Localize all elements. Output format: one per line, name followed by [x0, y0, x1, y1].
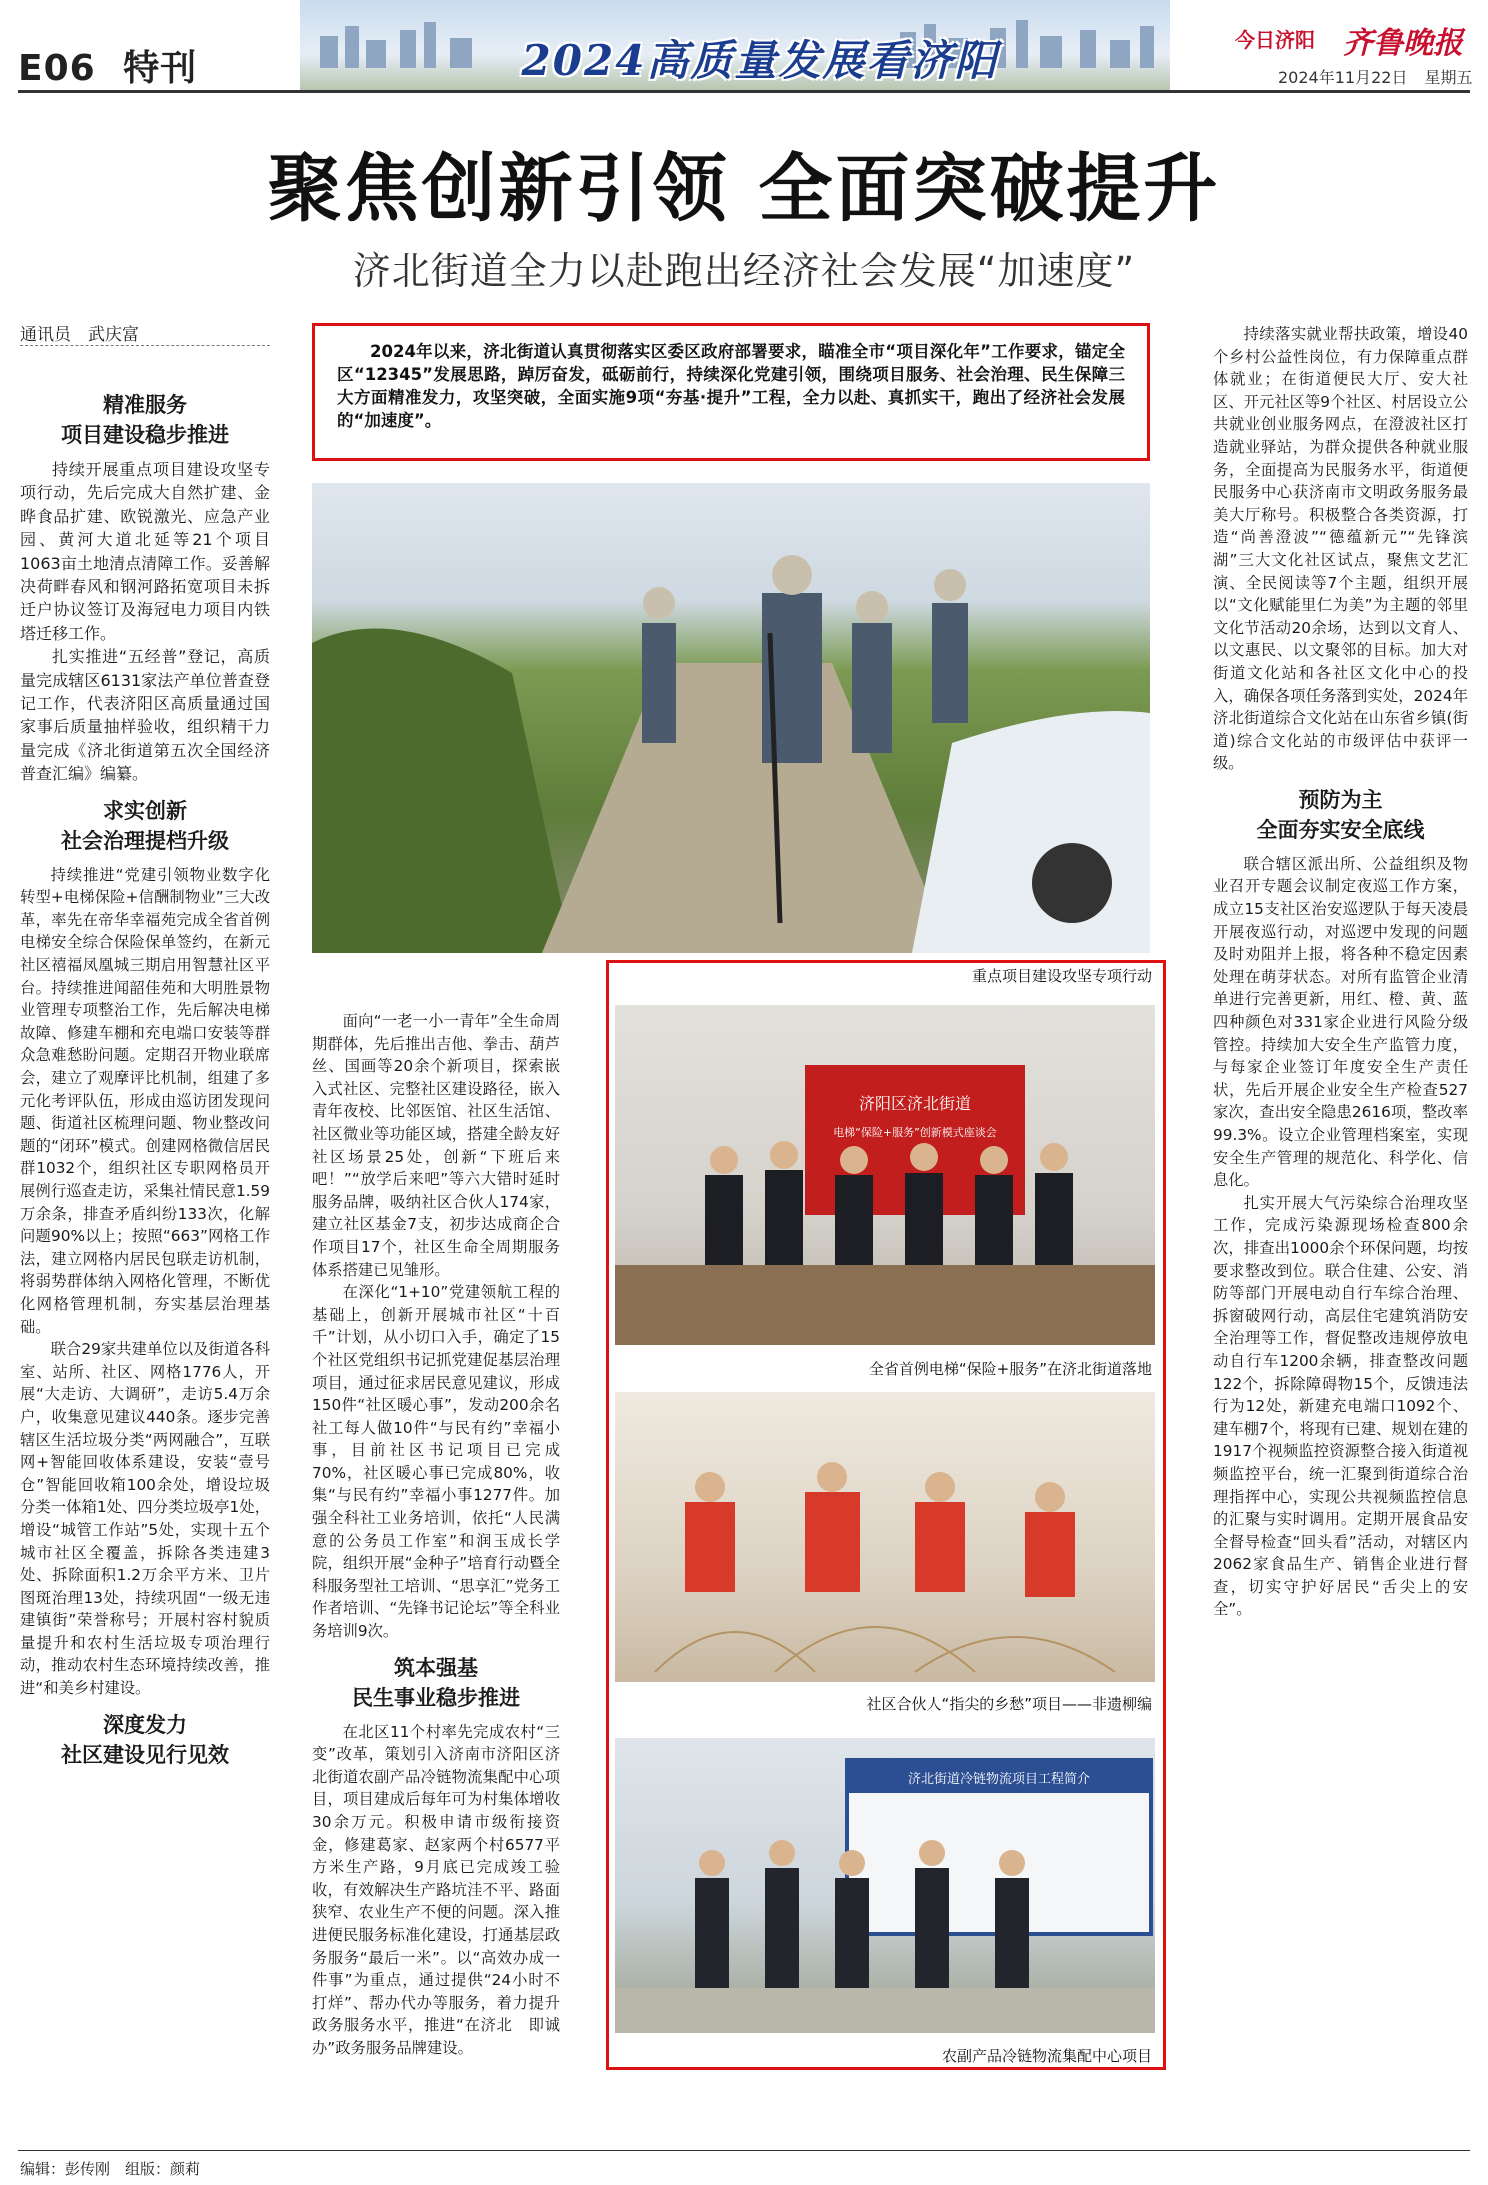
section-heading: [1213, 785, 1468, 845]
photo-cold-chain-project: [615, 1738, 1155, 2033]
paragraph: 联合辖区派出所、公益组织及物业召开专题会议制定夜巡工作方案，成立15支社区治安巡逻队于每天凌晨开展夜巡行动，对巡逻中发现的问题及时劝阻并上报，将各种不稳定因素处理在萌芽状态。对所有监管企业清单进行完善更新，用红、橙、黄、蓝四种颜色对331家企业进行风险分级管控。持续加大安全生产监管力度，与每家企业签订年度安全生产责任状，先后开展企业安全生产检查527家次，查出安全隐患2616项，整改率99.3%。设立企业管理档案室，实现安全生产管理的规范化、科学化、信息化。: [1213, 854, 1468, 1190]
section-heading: [20, 390, 270, 450]
weekday-text: 星期五: [1424, 68, 1473, 87]
byline: 通讯员 武庆富: [20, 325, 139, 345]
masthead-banner: [0, 0, 1488, 92]
footer-rule: [18, 2150, 1470, 2151]
section-heading: [312, 1653, 560, 1713]
section-title-line2: 全面夯实安全底线: [1256, 816, 1425, 842]
top-rule: [18, 90, 1470, 93]
section-title-line2: 项目建设稳步推进: [61, 422, 229, 447]
section-heading: [20, 796, 270, 856]
paragraph: 扎实开展大气污染综合治理攻坚工作，完成污染源现场检查800余次，排查出1000余个环保问题，均按要求整改到位。联合住建、公安、消防等部门开展电动自行车综合治理、拆窗破网行动，高层住宅建筑消防安全治理等工作，督促整改违规停放电动自行车1200余辆，排查整改问题122个，拆除障碍物15个，反馈违法行为12处，新建充电端口1092个、建车棚7个，将现有已建、规划在建的1917个视频监控资源整合接入街道视频监控平台，统一汇聚到街道综合治理指挥中心，实现公共视频监控信息的汇聚与实时调用。定期开展食品安全督导检查“回头看”活动，对辖区内2062家食品生产、销售企业进行督查，切实守护好居民“舌尖上的安全”。: [1213, 1193, 1468, 1619]
paragraph: 扎实推进“五经普”登记，高质量完成辖区6131家法产单位普查登记工作，代表济阳区高质量通过国家事后质量抽样验收，组织精干力量完成《济北街道第五次全国经济普查汇编》编纂。: [20, 647, 270, 784]
paragraph: 持续开展重点项目建设攻坚专项行动，先后完成大自然扩建、金晔食品扩建、欧锐激光、应急产业园、黄河大道北延等21个项目1063亩土地清点清障工作。妥善解决荷畔春风和钢河路拓宽项目未拆迁户协议签订及海冠电力项目内铁塔迁移工作。: [20, 460, 270, 643]
meeting-people-graphic: [615, 1005, 1155, 1345]
lead-paragraph-box: 2024年以来，济北街道认真贯彻落实区委区政府部署要求，瞄准全市“项目深化年”工作要求，锚定全区“12345”发展思路，踔厉奋发，砥砺前行，持续深化党建引领，围绕项目服务、社会治理、民生保障三大方面精准发力，攻坚突破，全面实施9项“夯基·提升”工程，全力以赴、真抓实干，跑出了经济社会发展的“加速度”。: [312, 323, 1150, 461]
page-number: E06: [18, 48, 96, 89]
subheadline: 济北街道全力以赴跑出经济社会发展“加速度”: [352, 249, 1136, 293]
photo-willow-weaving: [615, 1392, 1155, 1682]
photo-construction-site: [312, 483, 1150, 953]
editor-credit: 编辑：彭传刚 组版：颜莉: [20, 2160, 201, 2178]
byline-rule: [20, 345, 270, 346]
section-title-line2: 民生事业稳步推进: [352, 1684, 520, 1710]
photo-caption: 重点项目建设攻坚专项行动: [971, 967, 1152, 985]
section-title-line2: 社会治理提档升级: [61, 827, 229, 853]
column-2: [312, 1010, 560, 2060]
meeting-banner-line1: 济阳区济北街道: [858, 1094, 971, 1113]
newspaper-logo: 齐鲁晚报: [1343, 26, 1463, 61]
project-people-graphic: [615, 1738, 1155, 2033]
section-title-line1: 预防为主: [1298, 786, 1383, 812]
photo-caption: 全省首例电梯“保险+服务”在济北街道落地: [868, 1360, 1152, 1378]
column-4: [1213, 323, 1468, 1621]
date-text: 2024年11月22日: [1278, 68, 1408, 87]
section-title-line1: 精准服务: [103, 392, 187, 417]
paragraph: 面向“一老一小一青年”全生命周期群体，先后推出吉他、拳击、葫芦丝、国画等20余个新项目，探索嵌入式社区、完整社区建设路径，嵌入青年夜校、比邻医馆、社区生活馆、社区微业等功能区域，搭建全龄友好社区场景25处，创新“下班后来吧！”“放学后来吧”等六大错时延时服务品牌，吸纳社区合伙人174家，建立社区基金7支，初步达成商企合作项目17个，社区生命全周期服务体系搭建已见雏形。: [312, 1012, 560, 1279]
section-name: 特刊: [123, 48, 198, 89]
section-heading: [20, 1710, 270, 1770]
page-number-section: [18, 40, 197, 91]
issue-date: [1278, 65, 1473, 88]
construction-scene-graphic: [312, 483, 1150, 953]
section-title-line2: 社区建设见行见效: [61, 1741, 229, 1767]
paragraph: 在深化“1+10”党建领航工程的基础上，创新开展城市社区“十百千”计划，从小切口入手，确定了15个社区党组织书记抓党建促基层治理项目，通过征求居民意见建议，形成150件“社区暖心事”，发动200余名社工每人做10件“与民有约”幸福小事，目前社区书记项目已完成70%，社区暖心事已完成80%，收集“与民有约”幸福小事1277件。加强全科社工业务培训，依托“人民满意的公务员工作室”和润玉成长学院，组织开展“金种子”培育行动暨全科服务型社工培训、“思享汇”党务工作者培训、“先锋书记论坛”等全科业务培训9次。: [312, 1283, 560, 1641]
brand-sub: 今日济阳: [1235, 28, 1315, 52]
project-board-title: 济北街道冷链物流项目工程简介: [849, 1762, 1149, 1793]
paragraph: 在北区11个村率先完成农村“三变”改革，策划引入济南市济阳区济北街道农副产品冷链物流集配中心项目，项目建成后每年可为村集体增收30余万元。积极申请市级衔接资金，修建葛家、赵家两个村6577平方米生产路，9月底已完成竣工验收，有效解决生产路坑洼不平、路面狭窄、农业生产不便的问题。深入推进便民服务标准化建设，打通基层政务服务“最后一米”。以“高效办成一件事”为重点，通过提供“24小时不打烊”、帮办代办等服务，着力提升政务服务水平，推进“在济北 即诚办”政务服务品牌建设。: [312, 1722, 560, 2057]
column-1: [20, 380, 270, 1778]
paragraph: 联合29家共建单位以及街道各科室、站所、社区、网格1776人，开展“大走访、大调研”，走访5.4万余户，收集意见建议440条。逐步完善辖区生活垃圾分类“两网融合”，互联网+智能回收体系建设，安装“壹号仓”智能回收箱100余处，增设垃圾分类一体箱1处、四分类垃圾亭1处，增设“城管工作站”5处，实现十五个城市社区全覆盖，拆除各类违建3处、拆除面积1.2万余平方米、卫片图斑治理13处，持续巩固“一级无违建镇街”荣誉称号；开展村容村貌质量提升和农村生活垃圾专项治理行动，推动农村生态环境持续改善，推进“和美乡村建设。: [20, 1340, 270, 1698]
photo-caption: 农副产品冷链物流集配中心项目: [941, 2047, 1152, 2065]
paragraph: 持续落实就业帮扶政策，增设40个乡村公益性岗位，有力保障重点群体就业；在街道便民大厅、安大社区、开元社区等9个社区、村居设立公共就业创业服务网点，在澄波社区打造就业驿站，为群众提供各种就业服务，全面提高为民服务水平，街道便民服务中心获济南市文明政务服务最美大厅称号。积极整合各类资源，打造“尚善澄波”“德蕴新元”“先锋滨湖”三大文化社区试点，聚焦文艺汇演、全民阅读等7个主题，组织开展以“文化赋能里仁为美”为主题的邻里文化节活动20余场，达到以文育人、以文惠民、以文聚邻的目标。加大对街道文化站和各社区文化中心的投入，确保各项任务落到实处，2024年济北街道综合文化站在山东省乡镇(街道)综合文化站的市级评估中获评一级。: [1213, 325, 1468, 773]
photo-elevator-meeting: [615, 1005, 1155, 1345]
meeting-banner-line2: 电梯“保险+服务”创新模式座谈会: [833, 1126, 997, 1139]
section-title-line1: 筑本强基: [394, 1654, 478, 1680]
section-title-line1: 深度发力: [103, 1711, 187, 1737]
photo-caption: 社区合伙人“指尖的乡愁”项目——非遗柳编: [866, 1695, 1152, 1713]
headline: 聚焦创新引领 全面突破提升: [267, 146, 1221, 232]
paragraph: 持续推进“党建引领物业数字化转型+电梯保险+信酬制物业”三大改革，率先在帝华幸福苑完成全省首例电梯安全综合保险保单签约，在新元社区禧福凤凰城三期启用智慧社区平台。持续推进闻韶佳苑和大明胜景物业管理专项整治工作，先后解决电梯故障、修建车棚和充电端口安装等群众急难愁盼问题。定期召开物业联席会，建立了观摩评比机制，组建了多元化考评队伍，形成由巡访团发现问题、街道社区梳理问题、物业整改问题的“闭环”模式。创建网格微信居民群1032个，组织社区专职网格员开展例行巡查走访，采集社情民意1.59万余条，排查矛盾纠纷133次，化解问题90%以上；按照“663”网格工作法，建立网格内居民包联走访机制，将弱势群体纳入网格化管理，不断优化网格管理机制，夯实基层治理基础。: [20, 865, 270, 1336]
section-title-line1: 求实创新: [103, 797, 187, 823]
weaving-people-graphic: [615, 1392, 1155, 1682]
banner-title: 2024高质量发展看济阳: [521, 36, 999, 85]
